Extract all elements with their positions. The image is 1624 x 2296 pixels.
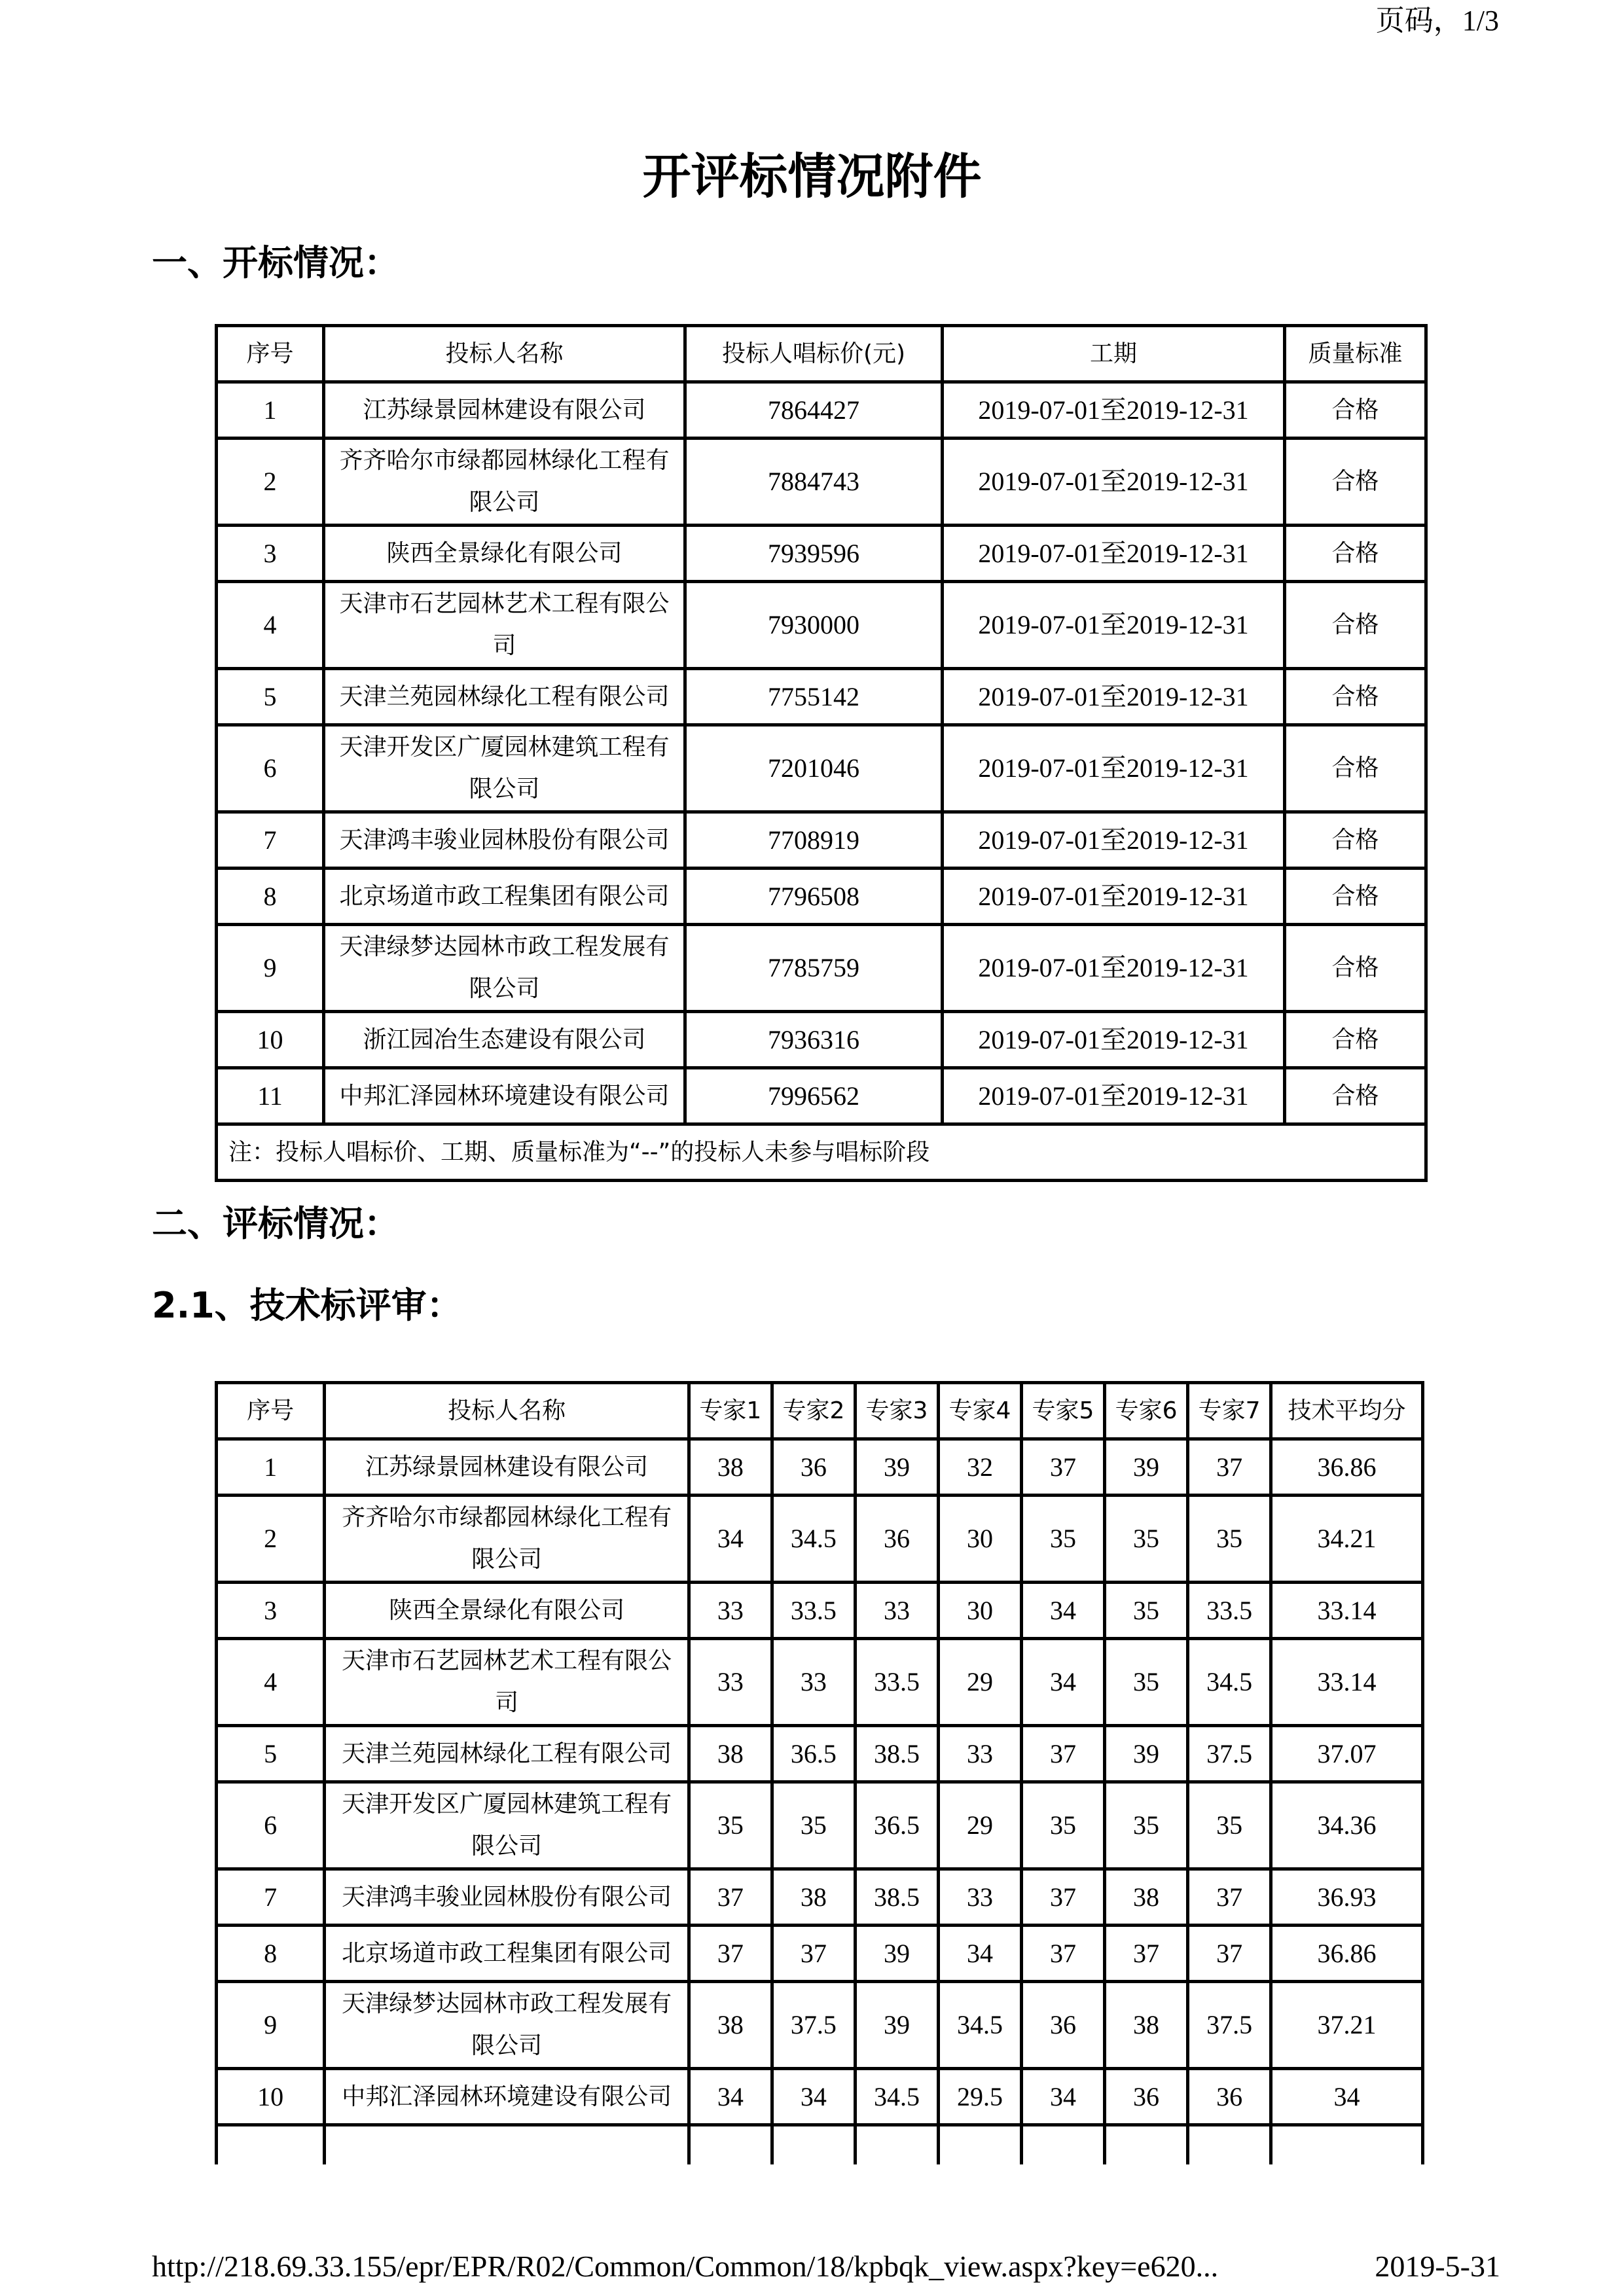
bid-seq-cell: 6 [217, 725, 324, 812]
expert-score-cell: 39 [855, 1926, 938, 1982]
column-header: 序号 [217, 326, 324, 382]
section-heading-opening: 一、开标情况： [152, 242, 399, 283]
expert-score-cell: 37 [772, 1926, 855, 1982]
expert-score-cell: 37 [1188, 1869, 1271, 1926]
empty-cell [1105, 2125, 1188, 2164]
expert-score-cell: 37 [689, 1926, 772, 1982]
expert-score-cell: 39 [855, 1439, 938, 1496]
bid-seq-cell: 11 [217, 1068, 324, 1124]
expert-score-cell: 36.5 [772, 1726, 855, 1782]
expert-score-cell: 37.5 [1188, 1726, 1271, 1782]
section-heading-evaluation: 二、评标情况： [152, 1203, 399, 1244]
bidder-name-cell: 中邦汇泽园林环境建设有限公司 [324, 1068, 685, 1124]
table-row [217, 869, 1426, 925]
expert-score-cell: 35 [1105, 1583, 1188, 1639]
bid-price-cell: 7708919 [685, 812, 943, 869]
table-row [217, 1926, 1423, 1982]
table-row [217, 1068, 1426, 1124]
quality-standard-cell: 合格 [1285, 382, 1426, 439]
bidder-name-cell: 浙江园冶生态建设有限公司 [324, 1012, 685, 1068]
table-row [217, 669, 1426, 725]
table-row [217, 812, 1426, 869]
bid-seq-cell: 5 [217, 669, 324, 725]
expert-score-cell: 36 [1021, 1982, 1104, 2069]
page-number: 页码，1/3 [1375, 5, 1499, 37]
expert-score-cell: 37 [1021, 1869, 1104, 1926]
expert-score-cell: 37 [1188, 1926, 1271, 1982]
expert-score-cell: 33 [855, 1583, 938, 1639]
footer-url: http://218.69.33.155/epr/EPR/R02/Common/Common/18/kpbqk_view.aspx?key=e620... [152, 2250, 1219, 2283]
expert-score-cell: 39 [855, 1982, 938, 2069]
bidder-name-cell: 天津市石艺园林艺术工程有限公司 [324, 582, 685, 669]
construction-period-cell: 2019-07-01至2019-12-31 [943, 925, 1285, 1012]
opening-table [215, 324, 1428, 1182]
quality-standard-cell: 合格 [1285, 869, 1426, 925]
expert-score-cell: 38 [689, 1726, 772, 1782]
bid-seq-cell: 3 [217, 1583, 325, 1639]
expert-score-cell: 30 [938, 1583, 1021, 1639]
column-header: 专家7 [1188, 1383, 1271, 1439]
expert-score-cell: 33 [938, 1869, 1021, 1926]
table-row [217, 582, 1426, 669]
expert-score-cell: 35 [1021, 1496, 1104, 1583]
expert-score-cell: 35 [1105, 1782, 1188, 1869]
empty-cell [689, 2125, 772, 2164]
quality-standard-cell: 合格 [1285, 812, 1426, 869]
expert-score-cell: 29 [938, 1782, 1021, 1869]
empty-cell [1021, 2125, 1104, 2164]
table-row [217, 1439, 1423, 1496]
bid-seq-cell: 7 [217, 812, 324, 869]
expert-score-cell: 34.5 [855, 2069, 938, 2125]
expert-score-cell: 35 [1105, 1639, 1188, 1726]
opening-note: 注：投标人唱标价、工期、质量标准为“--”的投标人未参与唱标阶段 [217, 1124, 1426, 1181]
technical-average-cell: 34.36 [1271, 1782, 1423, 1869]
bid-price-cell: 7996562 [685, 1068, 943, 1124]
expert-score-cell: 33 [689, 1583, 772, 1639]
column-header: 序号 [217, 1383, 325, 1439]
bid-seq-cell: 9 [217, 1982, 325, 2069]
expert-score-cell: 33.5 [1188, 1583, 1271, 1639]
page-title: 开评标情况附件 [642, 149, 982, 205]
construction-period-cell: 2019-07-01至2019-12-31 [943, 812, 1285, 869]
bid-seq-cell: 2 [217, 1496, 325, 1583]
table-row [217, 1869, 1423, 1926]
construction-period-cell: 2019-07-01至2019-12-31 [943, 526, 1285, 582]
bidder-name-cell: 天津鸿丰骏业园林股份有限公司 [324, 812, 685, 869]
bid-seq-cell: 5 [217, 1726, 325, 1782]
expert-score-cell: 29.5 [938, 2069, 1021, 2125]
bidder-name-cell: 天津绿梦达园林市政工程发展有限公司 [325, 1982, 689, 2069]
table-row [217, 2069, 1423, 2125]
bidder-name-cell: 齐齐哈尔市绿都园林绿化工程有限公司 [324, 439, 685, 526]
column-header: 专家5 [1021, 1383, 1104, 1439]
empty-cell [938, 2125, 1021, 2164]
expert-score-cell: 37 [1188, 1439, 1271, 1496]
bid-price-cell: 7884743 [685, 439, 943, 526]
construction-period-cell: 2019-07-01至2019-12-31 [943, 669, 1285, 725]
expert-score-cell: 34 [689, 1496, 772, 1583]
table-row [217, 1012, 1426, 1068]
bid-seq-cell: 1 [217, 1439, 325, 1496]
construction-period-cell: 2019-07-01至2019-12-31 [943, 582, 1285, 669]
technical-average-cell: 34.21 [1271, 1496, 1423, 1583]
bid-seq-cell: 10 [217, 1012, 324, 1068]
bid-seq-cell: 4 [217, 1639, 325, 1726]
expert-score-cell: 34.5 [1188, 1639, 1271, 1726]
bidder-name-cell: 天津兰苑园林绿化工程有限公司 [324, 669, 685, 725]
expert-score-cell: 35 [689, 1782, 772, 1869]
construction-period-cell: 2019-07-01至2019-12-31 [943, 1068, 1285, 1124]
expert-score-cell: 34 [1021, 2069, 1104, 2125]
bidder-name-cell: 天津鸿丰骏业园林股份有限公司 [325, 1869, 689, 1926]
expert-score-cell: 38 [689, 1982, 772, 2069]
expert-score-cell: 33 [689, 1639, 772, 1726]
technical-average-cell: 37.07 [1271, 1726, 1423, 1782]
bid-price-cell: 7930000 [685, 582, 943, 669]
bidder-name-cell: 天津绿梦达园林市政工程发展有限公司 [324, 925, 685, 1012]
technical-average-cell: 36.93 [1271, 1869, 1423, 1926]
bid-seq-cell: 9 [217, 925, 324, 1012]
bid-price-cell: 7201046 [685, 725, 943, 812]
table-row [217, 1782, 1423, 1869]
technical-table-header-row [217, 1383, 1423, 1439]
expert-score-cell: 38 [1105, 1982, 1188, 2069]
expert-score-cell: 36 [1188, 2069, 1271, 2125]
expert-score-cell: 37 [1105, 1926, 1188, 1982]
technical-average-cell: 37.21 [1271, 1982, 1423, 2069]
column-header: 工期 [943, 326, 1285, 382]
section-heading-technical-review: 2.1、技术标评审： [152, 1285, 462, 1326]
bid-price-cell: 7796508 [685, 869, 943, 925]
expert-score-cell: 33 [938, 1726, 1021, 1782]
bidder-name-cell: 陕西全景绿化有限公司 [324, 526, 685, 582]
expert-score-cell: 34.5 [938, 1982, 1021, 2069]
expert-score-cell: 29 [938, 1639, 1021, 1726]
table-row [217, 1726, 1423, 1782]
bidder-name-cell: 齐齐哈尔市绿都园林绿化工程有限公司 [325, 1496, 689, 1583]
bid-price-cell: 7936316 [685, 1012, 943, 1068]
construction-period-cell: 2019-07-01至2019-12-31 [943, 725, 1285, 812]
bidder-name-cell: 天津开发区广厦园林建筑工程有限公司 [324, 725, 685, 812]
expert-score-cell: 37.5 [1188, 1982, 1271, 2069]
table-row [217, 725, 1426, 812]
expert-score-cell: 34.5 [772, 1496, 855, 1583]
expert-score-cell: 32 [938, 1439, 1021, 1496]
expert-score-cell: 34 [1021, 1583, 1104, 1639]
column-header: 投标人唱标价(元) [685, 326, 943, 382]
expert-score-cell: 38 [1105, 1869, 1188, 1926]
technical-average-cell: 36.86 [1271, 1439, 1423, 1496]
expert-score-cell: 35 [1021, 1782, 1104, 1869]
bid-price-cell: 7864427 [685, 382, 943, 439]
table-row-continued [217, 2125, 1423, 2164]
expert-score-cell: 33.5 [772, 1583, 855, 1639]
empty-cell [1271, 2125, 1423, 2164]
bid-price-cell: 7785759 [685, 925, 943, 1012]
expert-score-cell: 34 [689, 2069, 772, 2125]
expert-score-cell: 35 [1188, 1782, 1271, 1869]
table-row [217, 1982, 1423, 2069]
expert-score-cell: 36 [855, 1496, 938, 1583]
quality-standard-cell: 合格 [1285, 439, 1426, 526]
bidder-name-cell: 天津兰苑园林绿化工程有限公司 [325, 1726, 689, 1782]
column-header: 专家3 [855, 1383, 938, 1439]
quality-standard-cell: 合格 [1285, 526, 1426, 582]
bidder-name-cell: 陕西全景绿化有限公司 [325, 1583, 689, 1639]
bid-seq-cell: 6 [217, 1782, 325, 1869]
column-header: 专家2 [772, 1383, 855, 1439]
bidder-name-cell: 北京场道市政工程集团有限公司 [324, 869, 685, 925]
expert-score-cell: 35 [1188, 1496, 1271, 1583]
footer-date: 2019-5-31 [1375, 2250, 1500, 2283]
expert-score-cell: 38.5 [855, 1726, 938, 1782]
column-header: 专家4 [938, 1383, 1021, 1439]
expert-score-cell: 35 [772, 1782, 855, 1869]
empty-cell [325, 2125, 689, 2164]
bid-seq-cell: 8 [217, 869, 324, 925]
column-header: 投标人名称 [324, 326, 685, 382]
bid-price-cell: 7939596 [685, 526, 943, 582]
technical-review-table [215, 1381, 1424, 2164]
expert-score-cell: 38 [772, 1869, 855, 1926]
expert-score-cell: 37 [1021, 1726, 1104, 1782]
bidder-name-cell: 天津开发区广厦园林建筑工程有限公司 [325, 1782, 689, 1869]
quality-standard-cell: 合格 [1285, 669, 1426, 725]
bid-seq-cell: 3 [217, 526, 324, 582]
bidder-name-cell: 江苏绿景园林建设有限公司 [325, 1439, 689, 1496]
opening-table-header-row [217, 326, 1426, 382]
bid-seq-cell: 10 [217, 2069, 325, 2125]
quality-standard-cell: 合格 [1285, 1012, 1426, 1068]
column-header: 专家6 [1105, 1383, 1188, 1439]
expert-score-cell: 38.5 [855, 1869, 938, 1926]
bid-seq-cell: 4 [217, 582, 324, 669]
expert-score-cell: 30 [938, 1496, 1021, 1583]
table-row [217, 526, 1426, 582]
column-header: 投标人名称 [325, 1383, 689, 1439]
bid-seq-cell: 7 [217, 1869, 325, 1926]
expert-score-cell: 37 [1021, 1926, 1104, 1982]
expert-score-cell: 39 [1105, 1439, 1188, 1496]
expert-score-cell: 36 [772, 1439, 855, 1496]
expert-score-cell: 37 [1021, 1439, 1104, 1496]
quality-standard-cell: 合格 [1285, 582, 1426, 669]
table-row [217, 1639, 1423, 1726]
technical-average-cell: 33.14 [1271, 1583, 1423, 1639]
expert-score-cell: 37.5 [772, 1982, 855, 2069]
column-header: 专家1 [689, 1383, 772, 1439]
expert-score-cell: 35 [1105, 1496, 1188, 1583]
table-row [217, 382, 1426, 439]
expert-score-cell: 37 [689, 1869, 772, 1926]
quality-standard-cell: 合格 [1285, 925, 1426, 1012]
empty-cell [855, 2125, 938, 2164]
table-row [217, 439, 1426, 526]
empty-cell [1188, 2125, 1271, 2164]
expert-score-cell: 34 [772, 2069, 855, 2125]
expert-score-cell: 33.5 [855, 1639, 938, 1726]
quality-standard-cell: 合格 [1285, 1068, 1426, 1124]
table-row [217, 1583, 1423, 1639]
expert-score-cell: 39 [1105, 1726, 1188, 1782]
expert-score-cell: 38 [689, 1439, 772, 1496]
expert-score-cell: 36 [1105, 2069, 1188, 2125]
construction-period-cell: 2019-07-01至2019-12-31 [943, 439, 1285, 526]
construction-period-cell: 2019-07-01至2019-12-31 [943, 869, 1285, 925]
technical-average-cell: 36.86 [1271, 1926, 1423, 1982]
expert-score-cell: 34 [1021, 1639, 1104, 1726]
empty-cell [217, 2125, 325, 2164]
bidder-name-cell: 中邦汇泽园林环境建设有限公司 [325, 2069, 689, 2125]
bidder-name-cell: 江苏绿景园林建设有限公司 [324, 382, 685, 439]
bidder-name-cell: 北京场道市政工程集团有限公司 [325, 1926, 689, 1982]
expert-score-cell: 34 [938, 1926, 1021, 1982]
technical-average-cell: 34 [1271, 2069, 1423, 2125]
table-row [217, 1496, 1423, 1583]
expert-score-cell: 33 [772, 1639, 855, 1726]
bid-seq-cell: 1 [217, 382, 324, 439]
technical-average-cell: 33.14 [1271, 1639, 1423, 1726]
expert-score-cell: 36.5 [855, 1782, 938, 1869]
construction-period-cell: 2019-07-01至2019-12-31 [943, 382, 1285, 439]
table-row [217, 925, 1426, 1012]
bid-seq-cell: 8 [217, 1926, 325, 1982]
column-header: 质量标准 [1285, 326, 1426, 382]
bid-seq-cell: 2 [217, 439, 324, 526]
bid-price-cell: 7755142 [685, 669, 943, 725]
opening-table-note-row [217, 1124, 1426, 1181]
empty-cell [772, 2125, 855, 2164]
bidder-name-cell: 天津市石艺园林艺术工程有限公司 [325, 1639, 689, 1726]
column-header: 技术平均分 [1271, 1383, 1423, 1439]
construction-period-cell: 2019-07-01至2019-12-31 [943, 1012, 1285, 1068]
quality-standard-cell: 合格 [1285, 725, 1426, 812]
